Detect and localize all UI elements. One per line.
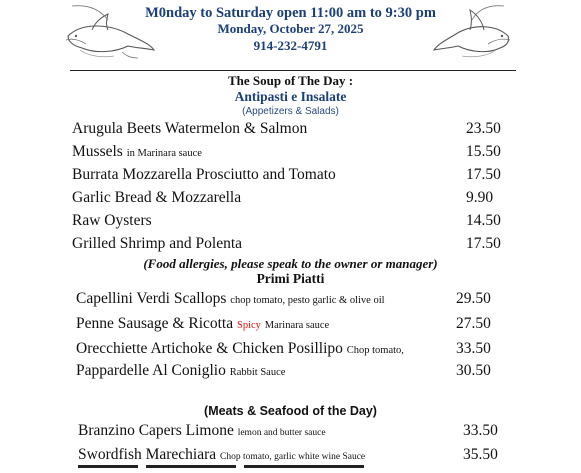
menu-item	[78, 422, 326, 440]
menu-item	[76, 290, 385, 308]
menu-item-name: Raw Oysters	[72, 212, 152, 229]
menu-item	[72, 120, 307, 138]
meats-seafood-heading: (Meats & Seafood of the Day)	[204, 404, 377, 418]
menu-item	[76, 315, 329, 333]
menu-item-price: 33.50	[456, 340, 491, 357]
menu-item-name: Capellini Verdi Scallops	[76, 290, 227, 307]
menu-item-price: 29.50	[456, 290, 491, 307]
menu-item-price: 17.50	[466, 235, 501, 252]
menu-date: Monday, October 27, 2025	[217, 21, 364, 36]
allergy-note: (Food allergies, please speak to the owner or manager)	[143, 256, 438, 271]
phone-number: 914-232-4791	[253, 38, 328, 53]
menu-item	[72, 235, 242, 253]
menu-item	[76, 362, 285, 380]
primi-piatti-heading: Primi Piatti	[256, 271, 325, 286]
menu-item-name: Burrata Mozzarella Prosciutto and Tomato	[72, 166, 336, 183]
menu-item	[76, 340, 404, 358]
menu-item-note: Marinara sauce	[264, 320, 330, 331]
soup-of-the-day-heading: The Soup of The Day :	[227, 73, 354, 88]
menu-item-name: Pappardelle Al Coniglio	[76, 362, 226, 379]
spicy-label: Spicy	[237, 320, 261, 331]
menu-item	[72, 189, 241, 207]
menu-item-name: Grilled Shrimp and Polenta	[72, 235, 243, 252]
menu-item	[72, 143, 202, 161]
menu-item-price: 17.50	[466, 166, 501, 183]
menu-item-name: Garlic Bread & Mozzarella	[72, 189, 242, 206]
menu-item-name: Orecchiette Artichoke & Chicken Posillipo	[76, 340, 343, 357]
menu-item-note: chop tomato, pesto garlic & olive oil	[230, 295, 385, 306]
menu-item-price: 30.50	[456, 362, 491, 379]
menu-item-note: lemon and butter sauce	[237, 428, 326, 438]
menu-item-name: Arugula Beets Watermelon & Salmon	[72, 120, 308, 137]
menu-item-price: 9.90	[466, 189, 494, 206]
menu-item-name: Swordfish Marechiara	[78, 446, 217, 463]
menu-item-price: 35.50	[463, 446, 498, 463]
menu-item	[78, 446, 365, 464]
menu-item-note: Rabbit Sauce	[229, 367, 286, 378]
menu-item-note: in Marinara sauce	[126, 148, 202, 159]
menu-item	[72, 212, 152, 230]
menu-item-name: Branzino Capers Limone	[78, 422, 234, 439]
opening-hours: M0nday to Saturday open 11:00 am to 9:30 pm	[145, 5, 436, 21]
menu-item-name: Mussels	[72, 143, 123, 160]
menu-item-price: 33.50	[463, 422, 498, 439]
antipasti-heading: Antipasti e Insalate	[234, 89, 347, 104]
antipasti-subtitle: (Appetizers & Salads)	[242, 106, 339, 117]
menu-item-price: 15.50	[466, 143, 501, 160]
menu-item-name: Penne Sausage & Ricotta	[76, 315, 234, 332]
menu-item-price: 27.50	[456, 315, 491, 332]
menu-item-price: 14.50	[466, 212, 501, 229]
menu-item	[72, 166, 336, 184]
menu-item-note: Chop tomato, garlic white wine Sauce	[220, 452, 366, 462]
menu-item-note: Chop tomato,	[346, 345, 404, 356]
menu-item-price: 23.50	[466, 120, 501, 137]
header-divider	[70, 70, 516, 71]
